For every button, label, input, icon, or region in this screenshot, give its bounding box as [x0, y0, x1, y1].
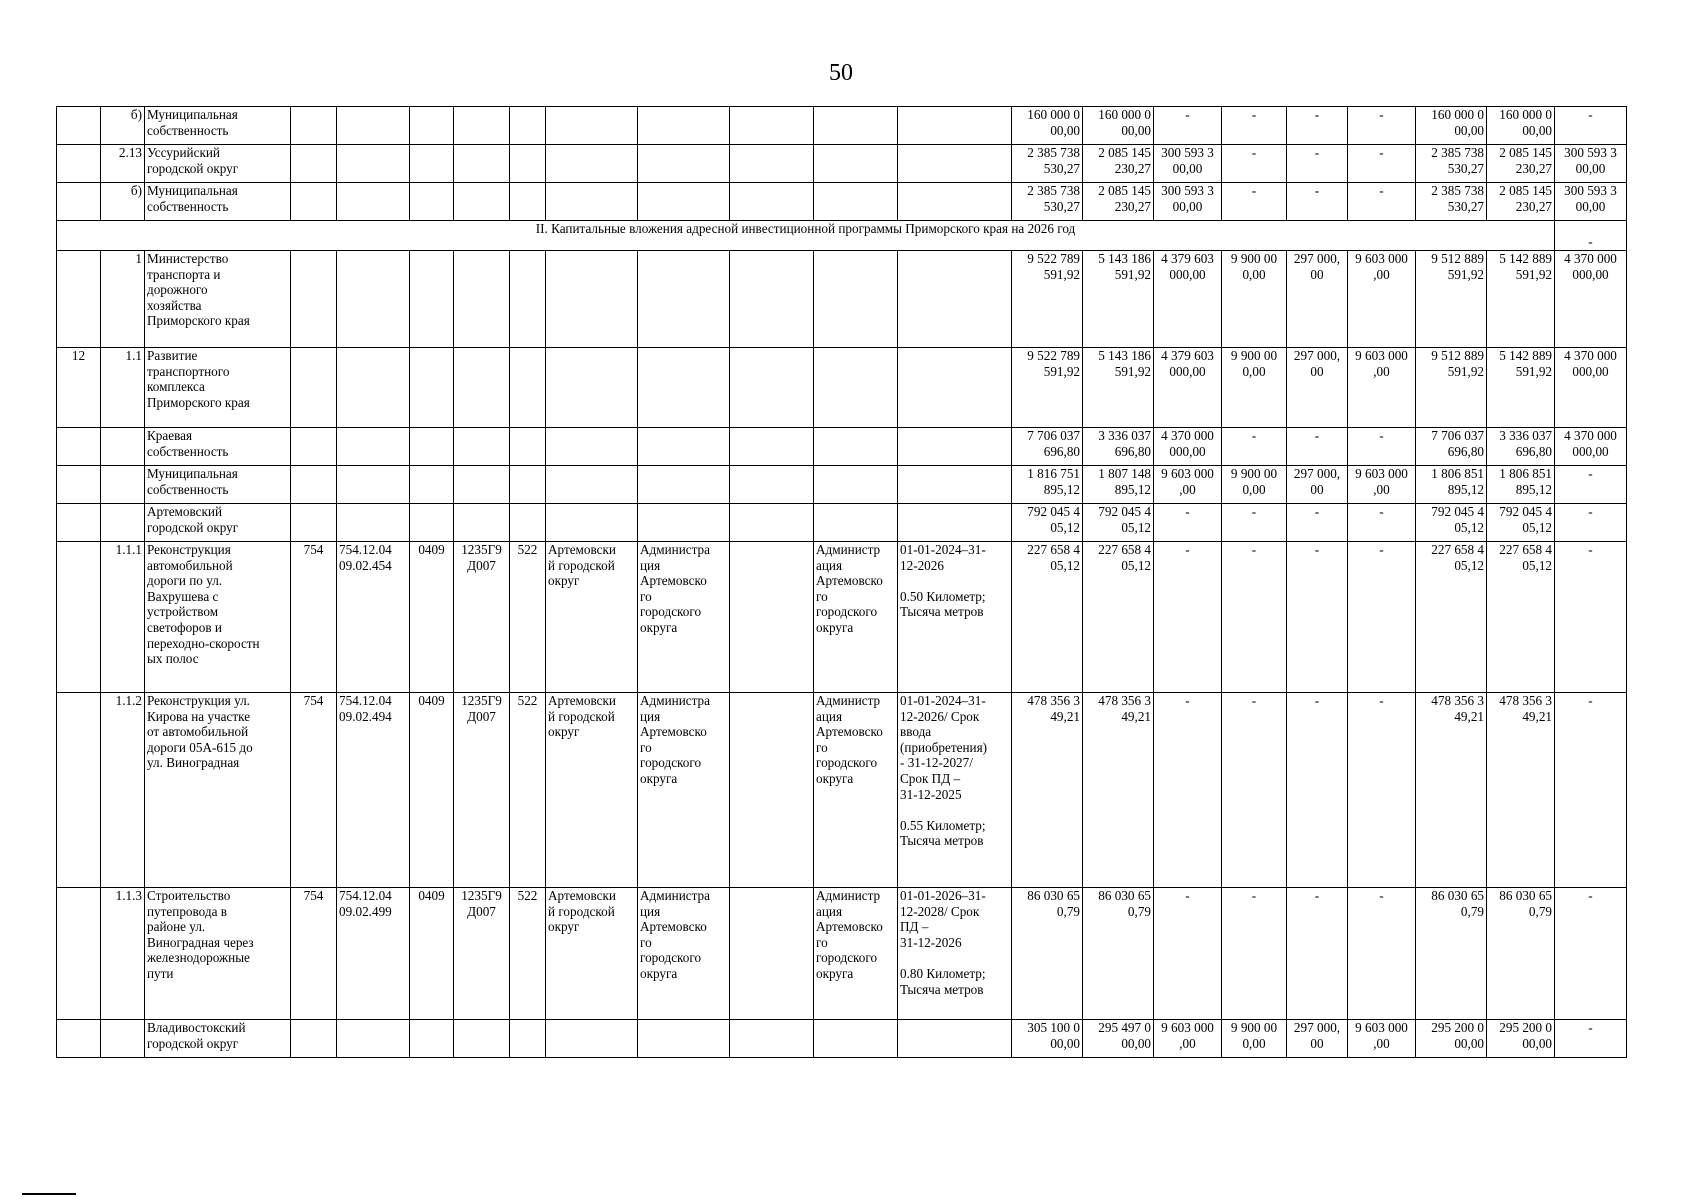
table-cell: - — [1287, 107, 1348, 145]
table-cell: - — [1222, 888, 1287, 1020]
table-cell — [730, 504, 814, 542]
table-cell: 9 603 000 ,00 — [1348, 466, 1416, 504]
table-cell — [291, 107, 337, 145]
table-cell — [638, 251, 730, 348]
table-cell: 297 000, 00 — [1287, 251, 1348, 348]
table-cell: Администр ация Артемовско го городского округа — [814, 888, 898, 1020]
table-cell: 86 030 65 0,79 — [1083, 888, 1154, 1020]
table-cell — [730, 1020, 814, 1058]
table-cell: Владивостокский городской округ — [145, 1020, 291, 1058]
section-header-row — [57, 221, 1627, 251]
table-cell — [510, 183, 546, 221]
table-cell — [337, 183, 410, 221]
table-cell: - — [1348, 145, 1416, 183]
table-cell — [337, 348, 410, 428]
table-cell: - — [1154, 888, 1222, 1020]
table-cell — [454, 428, 510, 466]
table-cell: 754.12.04 09.02.494 — [337, 693, 410, 888]
table-cell — [546, 466, 638, 504]
table-cell: 792 045 4 05,12 — [1416, 504, 1487, 542]
table-cell — [454, 183, 510, 221]
table-cell — [410, 183, 454, 221]
table-cell — [454, 145, 510, 183]
table-cell — [510, 504, 546, 542]
table-cell — [337, 466, 410, 504]
table-cell: 86 030 65 0,79 — [1012, 888, 1083, 1020]
table-cell: 1.1 — [101, 348, 145, 428]
table-cell — [57, 107, 101, 145]
table-cell — [546, 428, 638, 466]
table-cell: 9 603 000 ,00 — [1154, 466, 1222, 504]
table-cell: - — [1348, 504, 1416, 542]
table-cell: - — [1287, 693, 1348, 888]
table-cell — [291, 183, 337, 221]
table-cell: - — [1222, 145, 1287, 183]
table-cell: 9 900 00 0,00 — [1222, 251, 1287, 348]
table-cell: 1 806 851 895,12 — [1416, 466, 1487, 504]
table-cell: 2 085 145 230,27 — [1083, 145, 1154, 183]
table-cell: Артемовски й городской округ — [546, 542, 638, 693]
table-cell — [291, 1020, 337, 1058]
table-cell: - — [1287, 504, 1348, 542]
table-cell: 9 900 00 0,00 — [1222, 466, 1287, 504]
table-cell: 7 706 037 696,80 — [1012, 428, 1083, 466]
table-cell: - — [1555, 542, 1627, 693]
table-cell: 2 085 145 230,27 — [1487, 145, 1555, 183]
table-cell: 01-01-2024–31- 12-2026/ Срок ввода (приобретения) - 31-12-2027/ Срок ПД – 31-12-2025 0.55 Километр; Тысяча метров — [898, 693, 1012, 888]
table-cell: - — [1222, 428, 1287, 466]
table-cell: 478 356 3 49,21 — [1487, 693, 1555, 888]
table-cell: 1.1.3 — [101, 888, 145, 1020]
table-cell — [101, 466, 145, 504]
table-cell — [410, 1020, 454, 1058]
table-cell: 9 512 889 591,92 — [1416, 251, 1487, 348]
table-cell — [898, 348, 1012, 428]
table-cell — [410, 107, 454, 145]
table-cell — [814, 504, 898, 542]
table-cell — [510, 107, 546, 145]
table-row — [57, 1020, 1627, 1058]
table-cell — [291, 145, 337, 183]
table-cell: 12 — [57, 348, 101, 428]
table-cell — [638, 183, 730, 221]
table-cell: 160 000 0 00,00 — [1416, 107, 1487, 145]
table-cell: Министерство транспорта и дорожного хозяйства Приморского края — [145, 251, 291, 348]
table-cell — [730, 888, 814, 1020]
table-cell: 227 658 4 05,12 — [1012, 542, 1083, 693]
table-cell — [410, 504, 454, 542]
table-cell: 300 593 3 00,00 — [1154, 145, 1222, 183]
table-cell — [730, 348, 814, 428]
table-cell — [291, 466, 337, 504]
table-cell: - — [1222, 693, 1287, 888]
table-cell — [814, 428, 898, 466]
table-cell: 754 — [291, 542, 337, 693]
table-cell: 1 807 148 895,12 — [1083, 466, 1154, 504]
table-cell — [638, 145, 730, 183]
table-cell: 297 000, 00 — [1287, 348, 1348, 428]
table-cell: 2 385 738 530,27 — [1012, 183, 1083, 221]
table-cell — [101, 504, 145, 542]
table-cell: 297 000, 00 — [1287, 466, 1348, 504]
table-cell: 227 658 4 05,12 — [1487, 542, 1555, 693]
table-cell — [454, 1020, 510, 1058]
table-cell — [730, 693, 814, 888]
table-cell: 1 — [101, 251, 145, 348]
table-cell — [730, 251, 814, 348]
table-cell: - — [1348, 107, 1416, 145]
table-cell — [546, 504, 638, 542]
table-cell — [454, 348, 510, 428]
table-cell: Администр ация Артемовско го городского округа — [814, 542, 898, 693]
table-cell — [510, 251, 546, 348]
table-cell — [510, 1020, 546, 1058]
table-row — [57, 145, 1627, 183]
table-cell — [101, 1020, 145, 1058]
table-cell: - — [1222, 504, 1287, 542]
section-title: II. Капитальные вложения адресной инвестиционной программы Приморского края на 2026 год — [57, 221, 1555, 251]
table-cell — [337, 428, 410, 466]
table-cell: 1.1.2 — [101, 693, 145, 888]
table-cell — [898, 145, 1012, 183]
table-cell — [814, 1020, 898, 1058]
table-cell — [730, 107, 814, 145]
table-cell: 754.12.04 09.02.454 — [337, 542, 410, 693]
table-cell: 9 603 000 ,00 — [1154, 1020, 1222, 1058]
table-cell: 1235Г9 Д007 — [454, 542, 510, 693]
table-cell: - — [1287, 888, 1348, 1020]
table-cell: 9 900 00 0,00 — [1222, 348, 1287, 428]
table-row — [57, 251, 1627, 348]
table-cell: 305 100 0 00,00 — [1012, 1020, 1083, 1058]
table-cell: 227 658 4 05,12 — [1083, 542, 1154, 693]
table-cell: Администр ация Артемовско го городского округа — [814, 693, 898, 888]
footer-rule — [22, 1193, 76, 1195]
page-number: 50 — [829, 60, 853, 86]
table-cell — [730, 428, 814, 466]
table-cell: - — [1154, 693, 1222, 888]
table-cell — [730, 145, 814, 183]
table-cell: 4 370 000 000,00 — [1154, 428, 1222, 466]
table-cell — [410, 145, 454, 183]
table-cell: Краевая собственность — [145, 428, 291, 466]
table-cell: 4 370 000 000,00 — [1555, 428, 1627, 466]
table-cell: 1 816 751 895,12 — [1012, 466, 1083, 504]
table-cell: 478 356 3 49,21 — [1012, 693, 1083, 888]
table-cell: - — [1555, 693, 1627, 888]
table-cell: 792 045 4 05,12 — [1487, 504, 1555, 542]
table-cell — [898, 183, 1012, 221]
table-cell: 0409 — [410, 888, 454, 1020]
table-cell: 9 603 000 ,00 — [1348, 251, 1416, 348]
table-cell — [638, 466, 730, 504]
table-cell: 2 385 738 530,27 — [1416, 145, 1487, 183]
table-cell: 86 030 65 0,79 — [1416, 888, 1487, 1020]
table-cell: 1 806 851 895,12 — [1487, 466, 1555, 504]
table-cell: 4 370 000 000,00 — [1555, 348, 1627, 428]
table-cell: Уссурийский городской округ — [145, 145, 291, 183]
table-cell — [546, 251, 638, 348]
table-row — [57, 888, 1627, 1020]
table-cell: 86 030 65 0,79 — [1487, 888, 1555, 1020]
table-cell — [410, 251, 454, 348]
table-cell: 2 085 145 230,27 — [1083, 183, 1154, 221]
table-cell — [57, 693, 101, 888]
table-cell — [814, 183, 898, 221]
table-cell — [898, 251, 1012, 348]
table-cell — [337, 504, 410, 542]
section-last-cell: - — [1555, 221, 1627, 251]
table-cell: 227 658 4 05,12 — [1416, 542, 1487, 693]
table-cell: Артемовский городской округ — [145, 504, 291, 542]
table-cell — [454, 466, 510, 504]
table-cell: - — [1348, 542, 1416, 693]
table-cell: - — [1154, 504, 1222, 542]
table-cell: 478 356 3 49,21 — [1416, 693, 1487, 888]
table-cell: 2 385 738 530,27 — [1416, 183, 1487, 221]
table-cell: - — [1287, 183, 1348, 221]
table-cell — [101, 428, 145, 466]
table-cell — [510, 145, 546, 183]
table-cell: 0409 — [410, 542, 454, 693]
table-cell: 1235Г9 Д007 — [454, 693, 510, 888]
table-cell — [57, 466, 101, 504]
table-cell: 5 143 186 591,92 — [1083, 251, 1154, 348]
table-cell — [638, 504, 730, 542]
table-row — [57, 183, 1627, 221]
table-cell: 300 593 3 00,00 — [1555, 183, 1627, 221]
table-cell: - — [1348, 888, 1416, 1020]
table-cell — [898, 107, 1012, 145]
table-cell — [454, 504, 510, 542]
table-cell: 5 143 186 591,92 — [1083, 348, 1154, 428]
table-row — [57, 428, 1627, 466]
table-cell: Реконструкция автомобильной дороги по ул. Вахрушева с устройством светофоров и переходно-скоростн ых полос — [145, 542, 291, 693]
table-cell — [814, 466, 898, 504]
table-cell — [454, 107, 510, 145]
table-cell: Строительство путепровода в районе ул. Виноградная через железнодорожные пути — [145, 888, 291, 1020]
table-cell: 7 706 037 696,80 — [1416, 428, 1487, 466]
table-cell — [57, 251, 101, 348]
table-cell: 5 142 889 591,92 — [1487, 348, 1555, 428]
table-cell — [57, 183, 101, 221]
table-cell — [291, 428, 337, 466]
table-cell: 5 142 889 591,92 — [1487, 251, 1555, 348]
table-cell — [546, 1020, 638, 1058]
table-cell: - — [1154, 107, 1222, 145]
table-cell: 3 336 037 696,80 — [1487, 428, 1555, 466]
table-cell — [546, 183, 638, 221]
table-cell — [510, 466, 546, 504]
table-cell: 0409 — [410, 693, 454, 888]
table-cell: 792 045 4 05,12 — [1012, 504, 1083, 542]
table-cell: - — [1348, 183, 1416, 221]
table-cell — [337, 1020, 410, 1058]
table-cell: Развитие транспортного комплекса Приморского края — [145, 348, 291, 428]
table-cell: 9 603 000 ,00 — [1348, 348, 1416, 428]
table-cell: 300 593 3 00,00 — [1555, 145, 1627, 183]
table-cell — [638, 428, 730, 466]
table-cell — [638, 348, 730, 428]
program-table — [56, 106, 1627, 1058]
table-cell: 1235Г9 Д007 — [454, 888, 510, 1020]
table-cell — [57, 888, 101, 1020]
table-cell — [291, 504, 337, 542]
table-cell — [898, 466, 1012, 504]
table-cell: 300 593 3 00,00 — [1154, 183, 1222, 221]
table-cell — [898, 1020, 1012, 1058]
table-cell: 9 603 000 ,00 — [1348, 1020, 1416, 1058]
table-cell: б) — [101, 183, 145, 221]
table-cell — [291, 348, 337, 428]
table-cell: 522 — [510, 693, 546, 888]
table-cell: - — [1555, 504, 1627, 542]
table-cell — [410, 466, 454, 504]
table-cell — [638, 107, 730, 145]
table-row — [57, 693, 1627, 888]
table-cell: 9 512 889 591,92 — [1416, 348, 1487, 428]
table-cell — [814, 251, 898, 348]
table-cell: 01-01-2024–31- 12-2026 0.50 Километр; Тысяча метров — [898, 542, 1012, 693]
table-cell: Администра ция Артемовско го городского округа — [638, 888, 730, 1020]
table-cell: 4 379 603 000,00 — [1154, 348, 1222, 428]
table-cell: 295 200 0 00,00 — [1487, 1020, 1555, 1058]
table-cell — [814, 107, 898, 145]
table-cell: - — [1555, 888, 1627, 1020]
table-cell: 4 370 000 000,00 — [1555, 251, 1627, 348]
table-cell — [546, 348, 638, 428]
table-row — [57, 466, 1627, 504]
table-cell — [638, 1020, 730, 1058]
table-cell: 754.12.04 09.02.499 — [337, 888, 410, 1020]
table-cell — [730, 466, 814, 504]
table-cell — [410, 348, 454, 428]
table-cell — [337, 107, 410, 145]
table-cell: 4 379 603 000,00 — [1154, 251, 1222, 348]
table-cell: 2 385 738 530,27 — [1012, 145, 1083, 183]
table-cell: 160 000 0 00,00 — [1012, 107, 1083, 145]
table-cell: - — [1287, 542, 1348, 693]
table-cell: 478 356 3 49,21 — [1083, 693, 1154, 888]
table-cell: Муниципальная собственность — [145, 183, 291, 221]
table-cell: 9 522 789 591,92 — [1012, 348, 1083, 428]
table-cell: 1.1.1 — [101, 542, 145, 693]
table-cell — [57, 145, 101, 183]
table-cell: 522 — [510, 542, 546, 693]
table-row — [57, 107, 1627, 145]
table-cell: 295 497 0 00,00 — [1083, 1020, 1154, 1058]
table-cell: 9 522 789 591,92 — [1012, 251, 1083, 348]
table-cell: - — [1222, 107, 1287, 145]
table-cell — [510, 428, 546, 466]
table-cell — [898, 504, 1012, 542]
table-cell — [454, 251, 510, 348]
table-cell: 3 336 037 696,80 — [1083, 428, 1154, 466]
table-cell — [410, 428, 454, 466]
table-cell: 754 — [291, 888, 337, 1020]
table-cell: 522 — [510, 888, 546, 1020]
table-cell: Артемовски й городской округ — [546, 888, 638, 1020]
table-cell: Реконструкция ул. Кирова на участке от автомобильной дороги 05А-615 до ул. Виноградная — [145, 693, 291, 888]
table-row — [57, 504, 1627, 542]
table-cell — [814, 348, 898, 428]
table-cell — [510, 348, 546, 428]
table-cell: 2.13 — [101, 145, 145, 183]
table-cell: - — [1287, 428, 1348, 466]
table-cell: 01-01-2026–31- 12-2028/ Срок ПД – 31-12-2026 0.80 Километр; Тысяча метров — [898, 888, 1012, 1020]
table-cell — [57, 504, 101, 542]
table-cell: - — [1555, 466, 1627, 504]
table-cell — [546, 107, 638, 145]
table-cell: 754 — [291, 693, 337, 888]
table-cell — [57, 1020, 101, 1058]
table-cell — [57, 542, 101, 693]
table-cell: 295 200 0 00,00 — [1416, 1020, 1487, 1058]
table-cell: - — [1154, 542, 1222, 693]
table-cell: Администра ция Артемовско го городского округа — [638, 542, 730, 693]
table-cell: 792 045 4 05,12 — [1083, 504, 1154, 542]
table-cell: 2 085 145 230,27 — [1487, 183, 1555, 221]
table-cell: Муниципальная собственность — [145, 466, 291, 504]
table-cell: - — [1555, 1020, 1627, 1058]
table-cell — [57, 428, 101, 466]
table-cell — [291, 251, 337, 348]
table-cell: - — [1348, 428, 1416, 466]
table-cell: 9 900 00 0,00 — [1222, 1020, 1287, 1058]
table-cell — [337, 145, 410, 183]
table-cell — [898, 428, 1012, 466]
table-cell — [337, 251, 410, 348]
table-cell: - — [1287, 145, 1348, 183]
table-cell: Артемовски й городской округ — [546, 693, 638, 888]
table-cell: 297 000, 00 — [1287, 1020, 1348, 1058]
table-cell: 160 000 0 00,00 — [1083, 107, 1154, 145]
table-cell: - — [1348, 693, 1416, 888]
table-cell — [730, 183, 814, 221]
table-cell — [730, 542, 814, 693]
table-cell: - — [1555, 107, 1627, 145]
table-cell: Администра ция Артемовско го городского округа — [638, 693, 730, 888]
table-cell — [546, 145, 638, 183]
table-cell: Муниципальная собственность — [145, 107, 291, 145]
table-cell: - — [1222, 183, 1287, 221]
table-cell — [814, 145, 898, 183]
table-row — [57, 348, 1627, 428]
table-cell: - — [1222, 542, 1287, 693]
table-row — [57, 542, 1627, 693]
table-cell: б) — [101, 107, 145, 145]
table-cell: 160 000 0 00,00 — [1487, 107, 1555, 145]
